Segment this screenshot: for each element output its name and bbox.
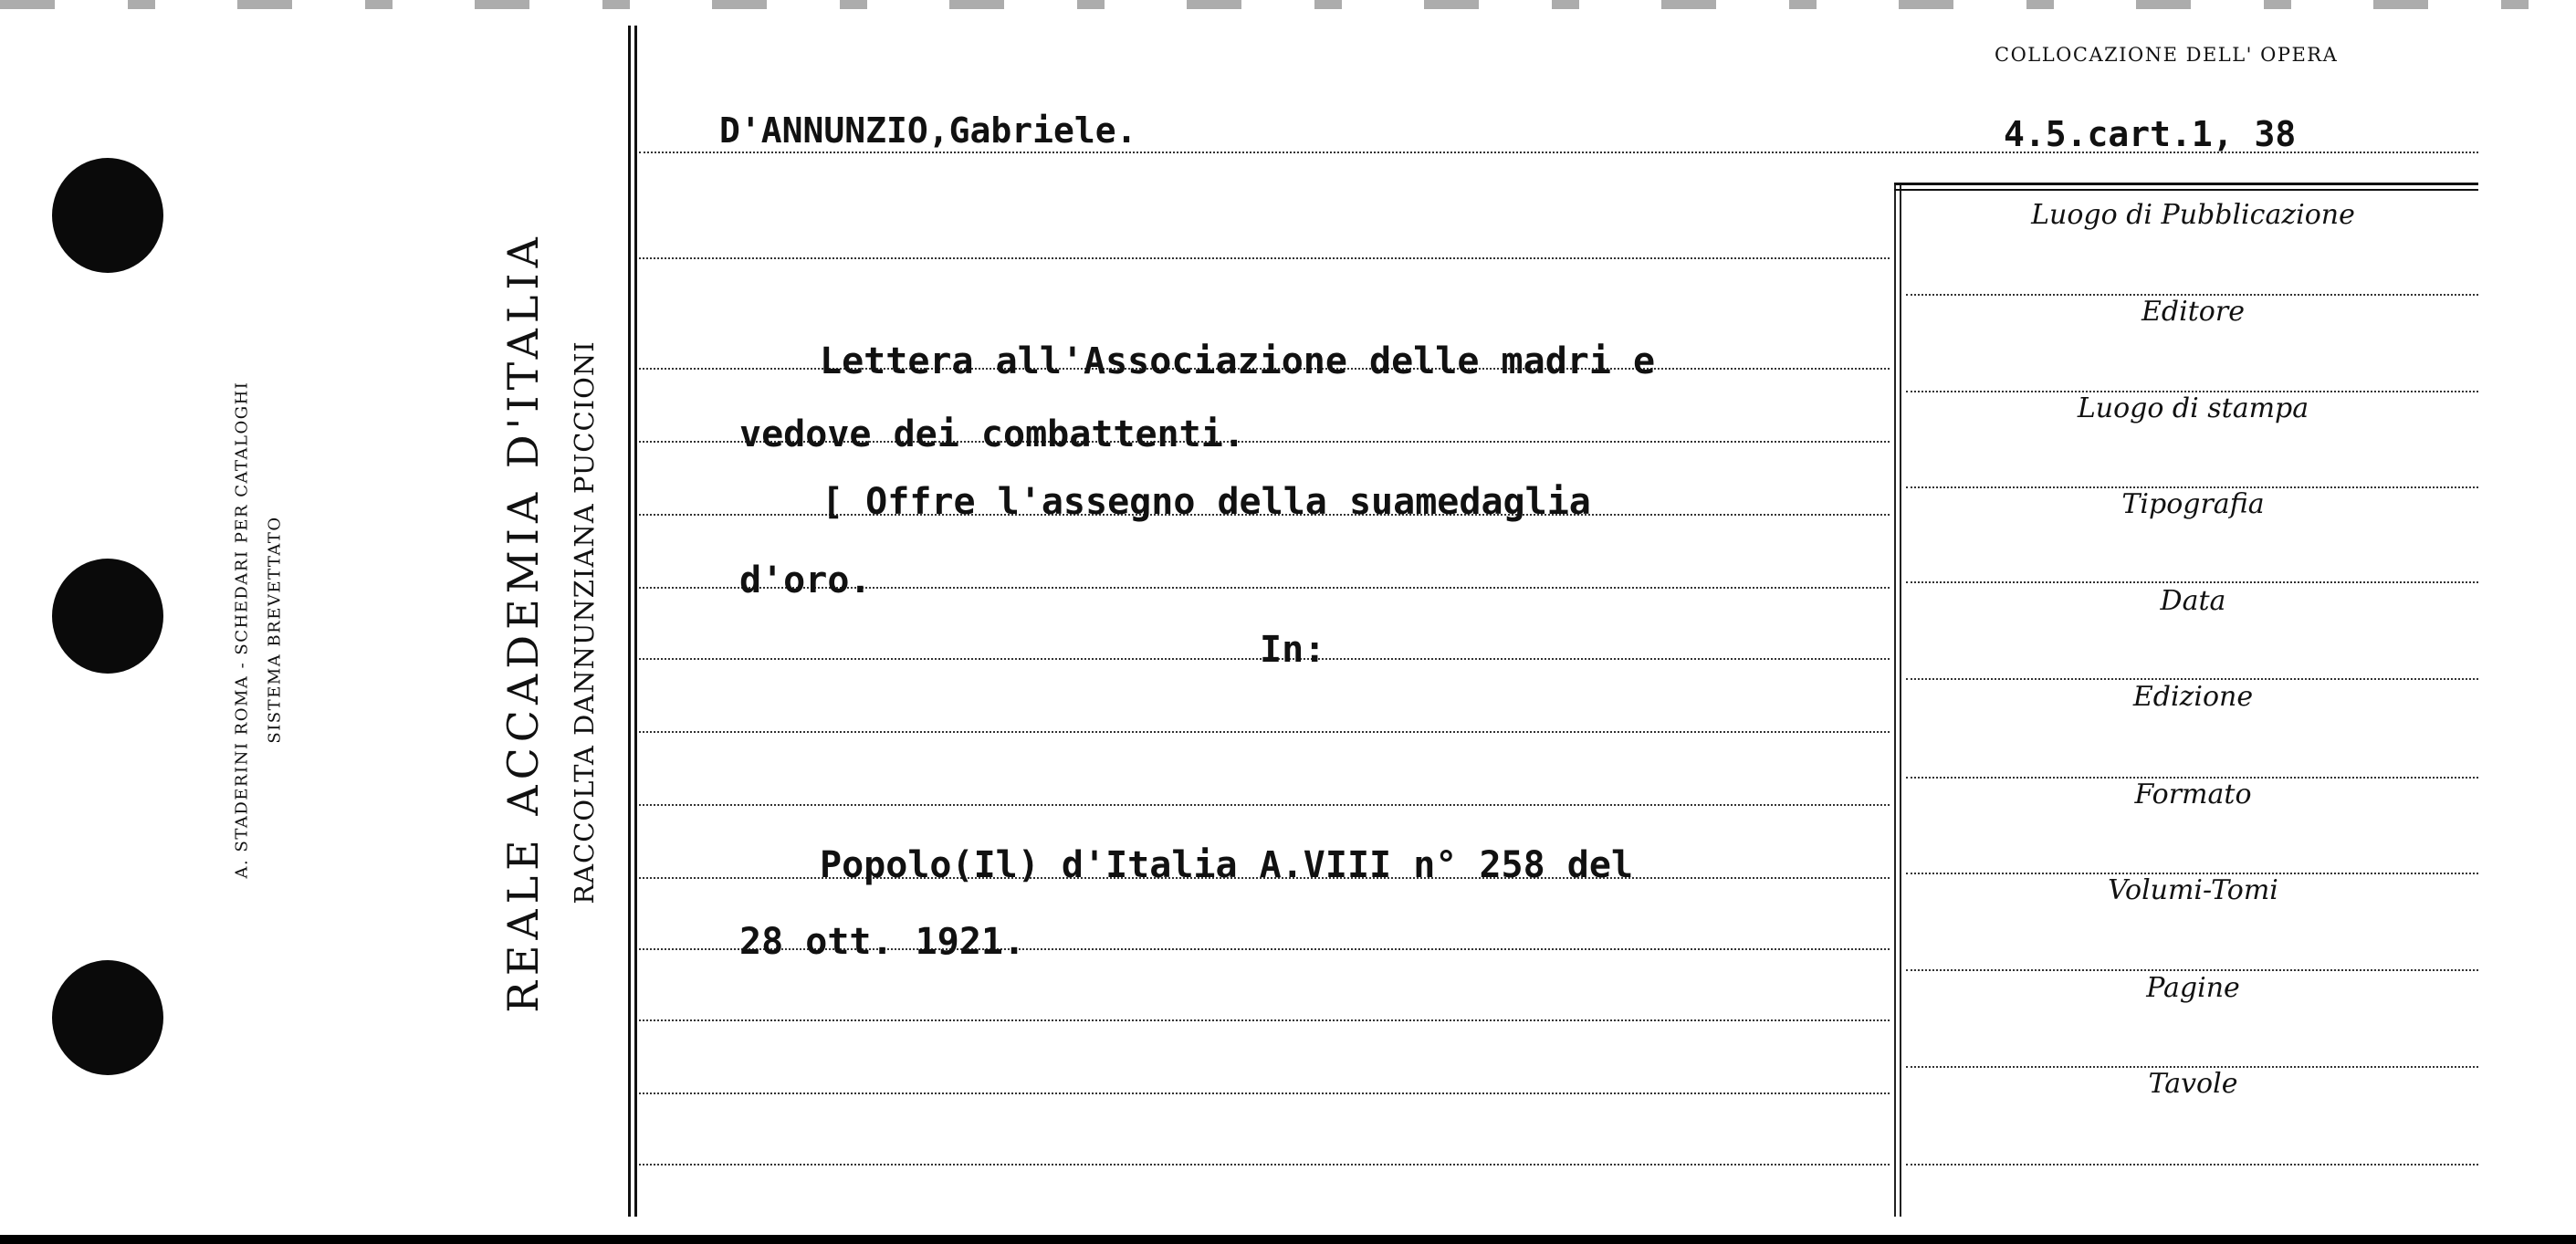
field-label-tavole: Tavole bbox=[2148, 1068, 2238, 1100]
ruled-line bbox=[639, 1092, 1890, 1094]
author-heading: D'ANNUNZIO,Gabriele. bbox=[719, 110, 1137, 151]
shelfmark: 4.5.cart.1, 38 bbox=[2004, 114, 2297, 154]
left-double-rule bbox=[628, 26, 631, 1217]
field-line bbox=[1906, 969, 2478, 971]
field-label-formato: Formato bbox=[2134, 779, 2252, 810]
field-label-luogo-stampa: Luogo di stampa bbox=[2077, 392, 2309, 424]
field-label-tipografia: Tipografia bbox=[2121, 488, 2265, 520]
in-label: In: bbox=[1260, 629, 1326, 671]
source-line-1: Popolo(Il) d'Italia A.VIII n° 258 del bbox=[820, 844, 1634, 886]
right-column-rule bbox=[1894, 183, 1896, 1217]
title-line-1: Lettera all'Associazione delle madri e bbox=[820, 340, 1656, 382]
ruled-line bbox=[639, 731, 1890, 733]
collection-name: RACCOLTA DANNUNZIANA PUCCIONI bbox=[569, 340, 600, 904]
title-line-2: vedove dei combattenti. bbox=[739, 413, 1245, 455]
note-line-1: [ Offre l'assegno della suamedaglia bbox=[822, 481, 1591, 523]
manufacturer-line-1: A. STADERINI ROMA - SCHEDARI PER CATALOGHI bbox=[232, 381, 252, 879]
field-line bbox=[1906, 678, 2478, 680]
institution-name: REALE ACCADEMIA D'ITALIA bbox=[498, 232, 548, 1013]
right-column-rule bbox=[1900, 183, 1901, 1217]
field-label-luogo-pubblicazione: Luogo di Pubblicazione bbox=[2031, 199, 2355, 231]
field-label-data: Data bbox=[2160, 585, 2226, 617]
field-label-edizione: Edizione bbox=[2132, 681, 2254, 713]
ruled-line bbox=[639, 804, 1890, 806]
field-line bbox=[1906, 581, 2478, 583]
field-label-volumi-tomi: Volumi-Tomi bbox=[2108, 874, 2278, 906]
ruled-line bbox=[639, 257, 1890, 259]
ruled-line bbox=[639, 1019, 1890, 1021]
field-label-editore: Editore bbox=[2141, 296, 2245, 328]
punch-hole bbox=[52, 158, 163, 273]
field-line bbox=[1906, 1164, 2478, 1166]
right-column-top-rule bbox=[1894, 183, 2478, 191]
manufacturer-line-2: SISTEMA BREVETTATO bbox=[265, 516, 285, 744]
punch-hole bbox=[52, 559, 163, 674]
ruled-line bbox=[639, 1164, 1890, 1166]
left-double-rule bbox=[634, 26, 637, 1217]
note-line-2: d'oro. bbox=[739, 559, 872, 601]
card-top-edge bbox=[0, 0, 2576, 9]
source-line-2: 28 ott. 1921. bbox=[739, 921, 1026, 963]
field-label-pagine: Pagine bbox=[2146, 972, 2240, 1004]
shelfmark-header: COLLOCAZIONE DELL' OPERA bbox=[1995, 44, 2339, 66]
card-bottom-edge bbox=[0, 1235, 2576, 1244]
punch-hole bbox=[52, 960, 163, 1075]
